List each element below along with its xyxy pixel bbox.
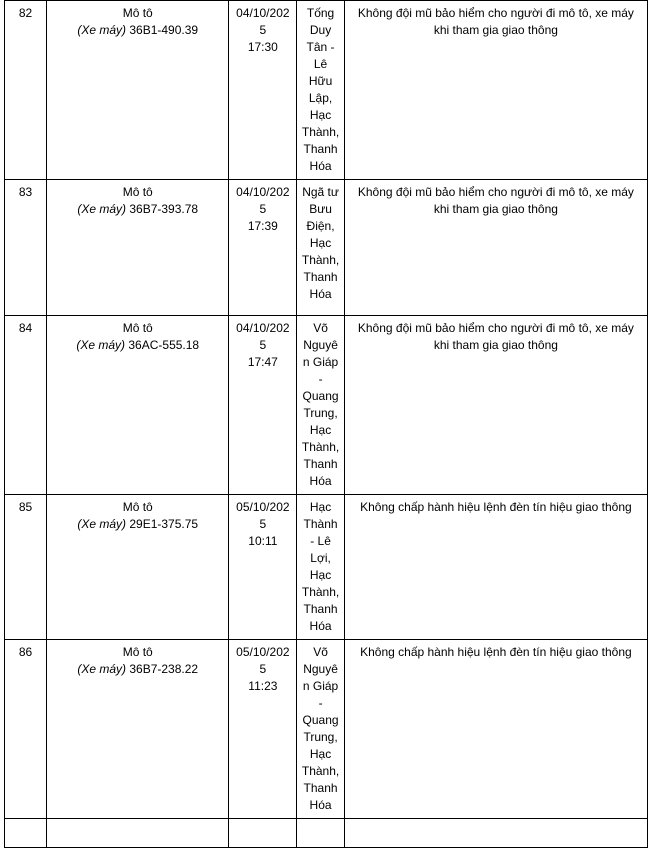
location-cell: Tống Duy Tân - Lê Hữu Lập, Hạc Thành, Thanh Hóa	[297, 1, 344, 180]
vehicle-type: Mô tô	[122, 185, 153, 199]
license-plate: 29E1-375.75	[129, 517, 199, 531]
datetime-cell	[229, 316, 297, 495]
violation-time: 17:30	[247, 40, 278, 54]
table-row	[5, 316, 648, 495]
license-plate: 36B1-490.39	[129, 23, 199, 37]
violations-table	[4, 0, 648, 848]
location-cell: Võ Nguyên Giáp - Quang Trung, Hạc Thành, Thanh Hóa	[297, 316, 344, 495]
row-number: 85	[5, 495, 47, 640]
row-number: 84	[5, 316, 47, 495]
vehicle-type: Mô tô	[122, 645, 153, 659]
row-number: 82	[5, 1, 47, 180]
vehicle-subtype: (Xe máy)	[77, 662, 127, 676]
violation-time: 17:47	[247, 355, 278, 369]
violation-date: 04/10/2025	[236, 6, 290, 37]
violation-cell: Không đội mũ bảo hiểm cho người đi mô tô, xe máy khi tham gia giao thông	[344, 180, 647, 316]
vehicle-cell	[47, 316, 229, 495]
table-row	[5, 180, 648, 316]
datetime-cell	[229, 640, 297, 819]
violation-cell: Không đội mũ bảo hiểm cho người đi mô tô, xe máy khi tham gia giao thông	[344, 1, 647, 180]
vehicle-type: Mô tô	[122, 500, 153, 514]
vehicle-subtype: (Xe máy)	[77, 202, 127, 216]
violation-date: 05/10/2025	[236, 500, 290, 531]
location-cell: Võ Nguyên Giáp - Quang Trung, Hạc Thành, Thanh Hóa	[297, 640, 344, 819]
violation-time: 10:11	[248, 534, 278, 548]
vehicle-cell	[47, 180, 229, 316]
license-plate: 36B7-393.78	[129, 202, 199, 216]
vehicle-type: Mô tô	[122, 321, 153, 335]
vehicle-subtype: (Xe máy)	[76, 338, 126, 352]
vehicle-type: Mô tô	[122, 6, 153, 20]
violation-cell: Không chấp hành hiệu lệnh đèn tín hiệu giao thông	[344, 495, 647, 640]
table-row	[5, 1, 648, 180]
violation-time: 11:23	[248, 679, 278, 693]
violation-cell: Không đội mũ bảo hiểm cho người đi mô tô, xe máy khi tham gia giao thông	[344, 316, 647, 495]
violation-date: 04/10/2025	[236, 185, 290, 216]
vehicle-subtype: (Xe máy)	[77, 23, 127, 37]
vehicle-cell	[47, 495, 229, 640]
violation-time: 17:39	[247, 219, 278, 233]
violation-date: 05/10/2025	[236, 645, 290, 676]
datetime-cell	[229, 180, 297, 316]
violation-cell: Không chấp hành hiệu lệnh đèn tín hiệu giao thông	[344, 640, 647, 819]
datetime-cell	[229, 495, 297, 640]
datetime-cell	[229, 1, 297, 180]
table-row-partial-bottom	[5, 819, 648, 848]
license-plate: 36B7-238.22	[129, 662, 199, 676]
location-cell: Hạc Thành - Lê Lợi, Hạc Thành, Thanh Hóa	[297, 495, 344, 640]
vehicle-cell	[47, 640, 229, 819]
vehicle-cell	[47, 1, 229, 180]
violation-date: 04/10/2025	[236, 321, 290, 352]
location-cell: Ngã tư Bưu Điện, Hạc Thành, Thanh Hóa	[297, 180, 344, 316]
row-number: 83	[5, 180, 47, 316]
vehicle-subtype: (Xe máy)	[77, 517, 127, 531]
table-row	[5, 495, 648, 640]
row-number: 86	[5, 640, 47, 819]
table-row	[5, 640, 648, 819]
license-plate: 36AC-555.18	[128, 338, 200, 352]
